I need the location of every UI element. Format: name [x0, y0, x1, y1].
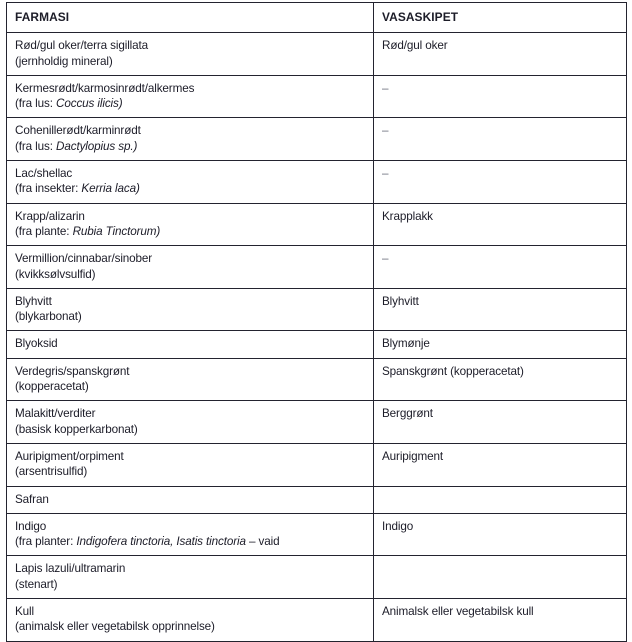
- table-row: [7, 203, 627, 246]
- cell-farmasi: [7, 358, 374, 401]
- farmasi-note-prefix: (jernholdig mineral): [15, 54, 113, 68]
- cell-farmasi: [7, 246, 374, 289]
- vasaskipet-absent-marker: –: [382, 124, 389, 138]
- farmasi-species-name: Indigofera tinctoria, Isatis tinctoria: [76, 535, 246, 549]
- table-row: [7, 556, 627, 599]
- farmasi-source-note: [15, 181, 365, 196]
- farmasi-source-note: [15, 577, 365, 592]
- cell-farmasi: [7, 75, 374, 118]
- cell-vasaskipet: [374, 203, 627, 246]
- farmasi-note-prefix: (stenart): [15, 577, 58, 591]
- farmasi-source-note: [15, 534, 365, 549]
- cell-vasaskipet: [374, 358, 627, 401]
- farmasi-source-note: [15, 422, 365, 437]
- vasaskipet-blank: [382, 492, 618, 507]
- cell-vasaskipet: [374, 288, 627, 331]
- table-row: [7, 513, 627, 556]
- farmasi-species-name: Kerria laca): [81, 182, 140, 196]
- cell-vasaskipet: [374, 246, 627, 289]
- farmasi-species-name: Coccus ilicis): [56, 97, 123, 111]
- cell-farmasi: [7, 599, 374, 642]
- table-row: [7, 599, 627, 642]
- vasaskipet-name: Blyhvitt: [382, 294, 419, 308]
- cell-vasaskipet: [374, 599, 627, 642]
- farmasi-primary-name: Indigo: [15, 519, 47, 533]
- farmasi-primary-name: Krapp/alizarin: [15, 209, 85, 223]
- vasaskipet-name: Rød/gul oker: [382, 39, 448, 53]
- column-header-farmasi: FARMASI: [7, 3, 374, 33]
- farmasi-note-prefix: (fra plante:: [15, 224, 73, 238]
- table-row: [7, 443, 627, 486]
- table-row: [7, 401, 627, 444]
- farmasi-note-prefix: (animalsk eller vegetabilsk opprinnelse): [15, 620, 215, 634]
- vasaskipet-absent-marker: –: [382, 81, 389, 95]
- table-row: [7, 75, 627, 118]
- vasaskipet-name: Indigo: [382, 519, 414, 533]
- table-header: [7, 3, 627, 33]
- farmasi-source-note: [15, 139, 365, 154]
- column-header-vasaskipet: VASASKIPET: [374, 3, 627, 33]
- pigment-comparison-table: [6, 2, 627, 642]
- farmasi-primary-name: Kull: [15, 605, 35, 619]
- cell-vasaskipet: [374, 331, 627, 358]
- farmasi-species-name: Rubia Tinctorum): [72, 224, 161, 238]
- farmasi-source-note: [15, 54, 365, 69]
- cell-vasaskipet: [374, 401, 627, 444]
- cell-farmasi: [7, 288, 374, 331]
- farmasi-note-prefix: (kvikksølvsulfid): [15, 267, 96, 281]
- cell-farmasi: [7, 331, 374, 358]
- farmasi-source-note: [15, 309, 365, 324]
- table-row: [7, 246, 627, 289]
- farmasi-source-note: [15, 96, 365, 111]
- farmasi-note-prefix: (blykarbonat): [15, 310, 82, 324]
- farmasi-primary-name: Cohenillerødt/karminrødt: [15, 124, 141, 138]
- vasaskipet-name: Krapplakk: [382, 209, 433, 223]
- vasaskipet-name: Auripigment: [382, 449, 444, 463]
- farmasi-primary-name: Rød/gul oker/terra sigillata: [15, 39, 149, 53]
- table-row: [7, 358, 627, 401]
- farmasi-primary-name: Auripigment/orpiment: [15, 449, 124, 463]
- cell-vasaskipet: [374, 486, 627, 513]
- vasaskipet-name: Berggrønt: [382, 407, 433, 421]
- cell-farmasi: [7, 513, 374, 556]
- farmasi-note-prefix: (kopperacetat): [15, 380, 89, 394]
- table-row: [7, 161, 627, 204]
- farmasi-source-note: [15, 619, 365, 634]
- farmasi-source-note: [15, 224, 365, 239]
- cell-vasaskipet: [374, 556, 627, 599]
- farmasi-note-prefix: (basisk kopperkarbonat): [15, 422, 138, 436]
- cell-vasaskipet: [374, 513, 627, 556]
- farmasi-note-prefix: (arsentrisulfid): [15, 465, 88, 479]
- table-row: [7, 288, 627, 331]
- farmasi-primary-name: Kermesrødt/karmosinrødt/alkermes: [15, 81, 195, 95]
- cell-vasaskipet: [374, 443, 627, 486]
- vasaskipet-absent-marker: –: [382, 167, 389, 181]
- farmasi-primary-name: Blyhvitt: [15, 294, 52, 308]
- farmasi-primary-name: Safran: [15, 492, 49, 506]
- table-row: [7, 33, 627, 76]
- table-row: [7, 486, 627, 513]
- cell-farmasi: [7, 161, 374, 204]
- cell-vasaskipet: [374, 75, 627, 118]
- farmasi-primary-name: Verdegris/spanskgrønt: [15, 364, 130, 378]
- table-row: [7, 331, 627, 358]
- farmasi-note-prefix: (fra lus:: [15, 139, 57, 153]
- cell-vasaskipet: [374, 161, 627, 204]
- farmasi-source-note: [15, 464, 365, 479]
- cell-farmasi: [7, 556, 374, 599]
- farmasi-primary-name: Lapis lazuli/ultramarin: [15, 562, 126, 576]
- farmasi-primary-name: Malakitt/verditer: [15, 407, 96, 421]
- farmasi-source-note: [15, 379, 365, 394]
- table-header-row: [7, 3, 627, 33]
- vasaskipet-absent-marker: –: [382, 252, 389, 266]
- cell-farmasi: [7, 486, 374, 513]
- cell-farmasi: [7, 401, 374, 444]
- farmasi-note-prefix: (fra planter:: [15, 535, 77, 549]
- table-row: [7, 118, 627, 161]
- farmasi-note-prefix: (fra insekter:: [15, 182, 82, 196]
- cell-farmasi: [7, 443, 374, 486]
- farmasi-species-name: Dactylopius sp.): [56, 139, 138, 153]
- farmasi-primary-name: Vermillion/cinnabar/sinober: [15, 252, 153, 266]
- vasaskipet-name: Blymønje: [382, 337, 430, 351]
- farmasi-primary-name: Blyoksid: [15, 337, 58, 351]
- vasaskipet-name: Spanskgrønt (kopperacetat): [382, 364, 524, 378]
- cell-farmasi: [7, 118, 374, 161]
- farmasi-note-suffix: – vaid: [245, 535, 280, 549]
- cell-farmasi: [7, 33, 374, 76]
- farmasi-note-prefix: (fra lus:: [15, 97, 57, 111]
- cell-farmasi: [7, 203, 374, 246]
- farmasi-source-note: [15, 267, 365, 282]
- cell-vasaskipet: [374, 118, 627, 161]
- vasaskipet-name: Animalsk eller vegetabilsk kull: [382, 605, 534, 619]
- table-body: [7, 33, 627, 641]
- cell-vasaskipet: [374, 33, 627, 76]
- farmasi-primary-name: Lac/shellac: [15, 167, 73, 181]
